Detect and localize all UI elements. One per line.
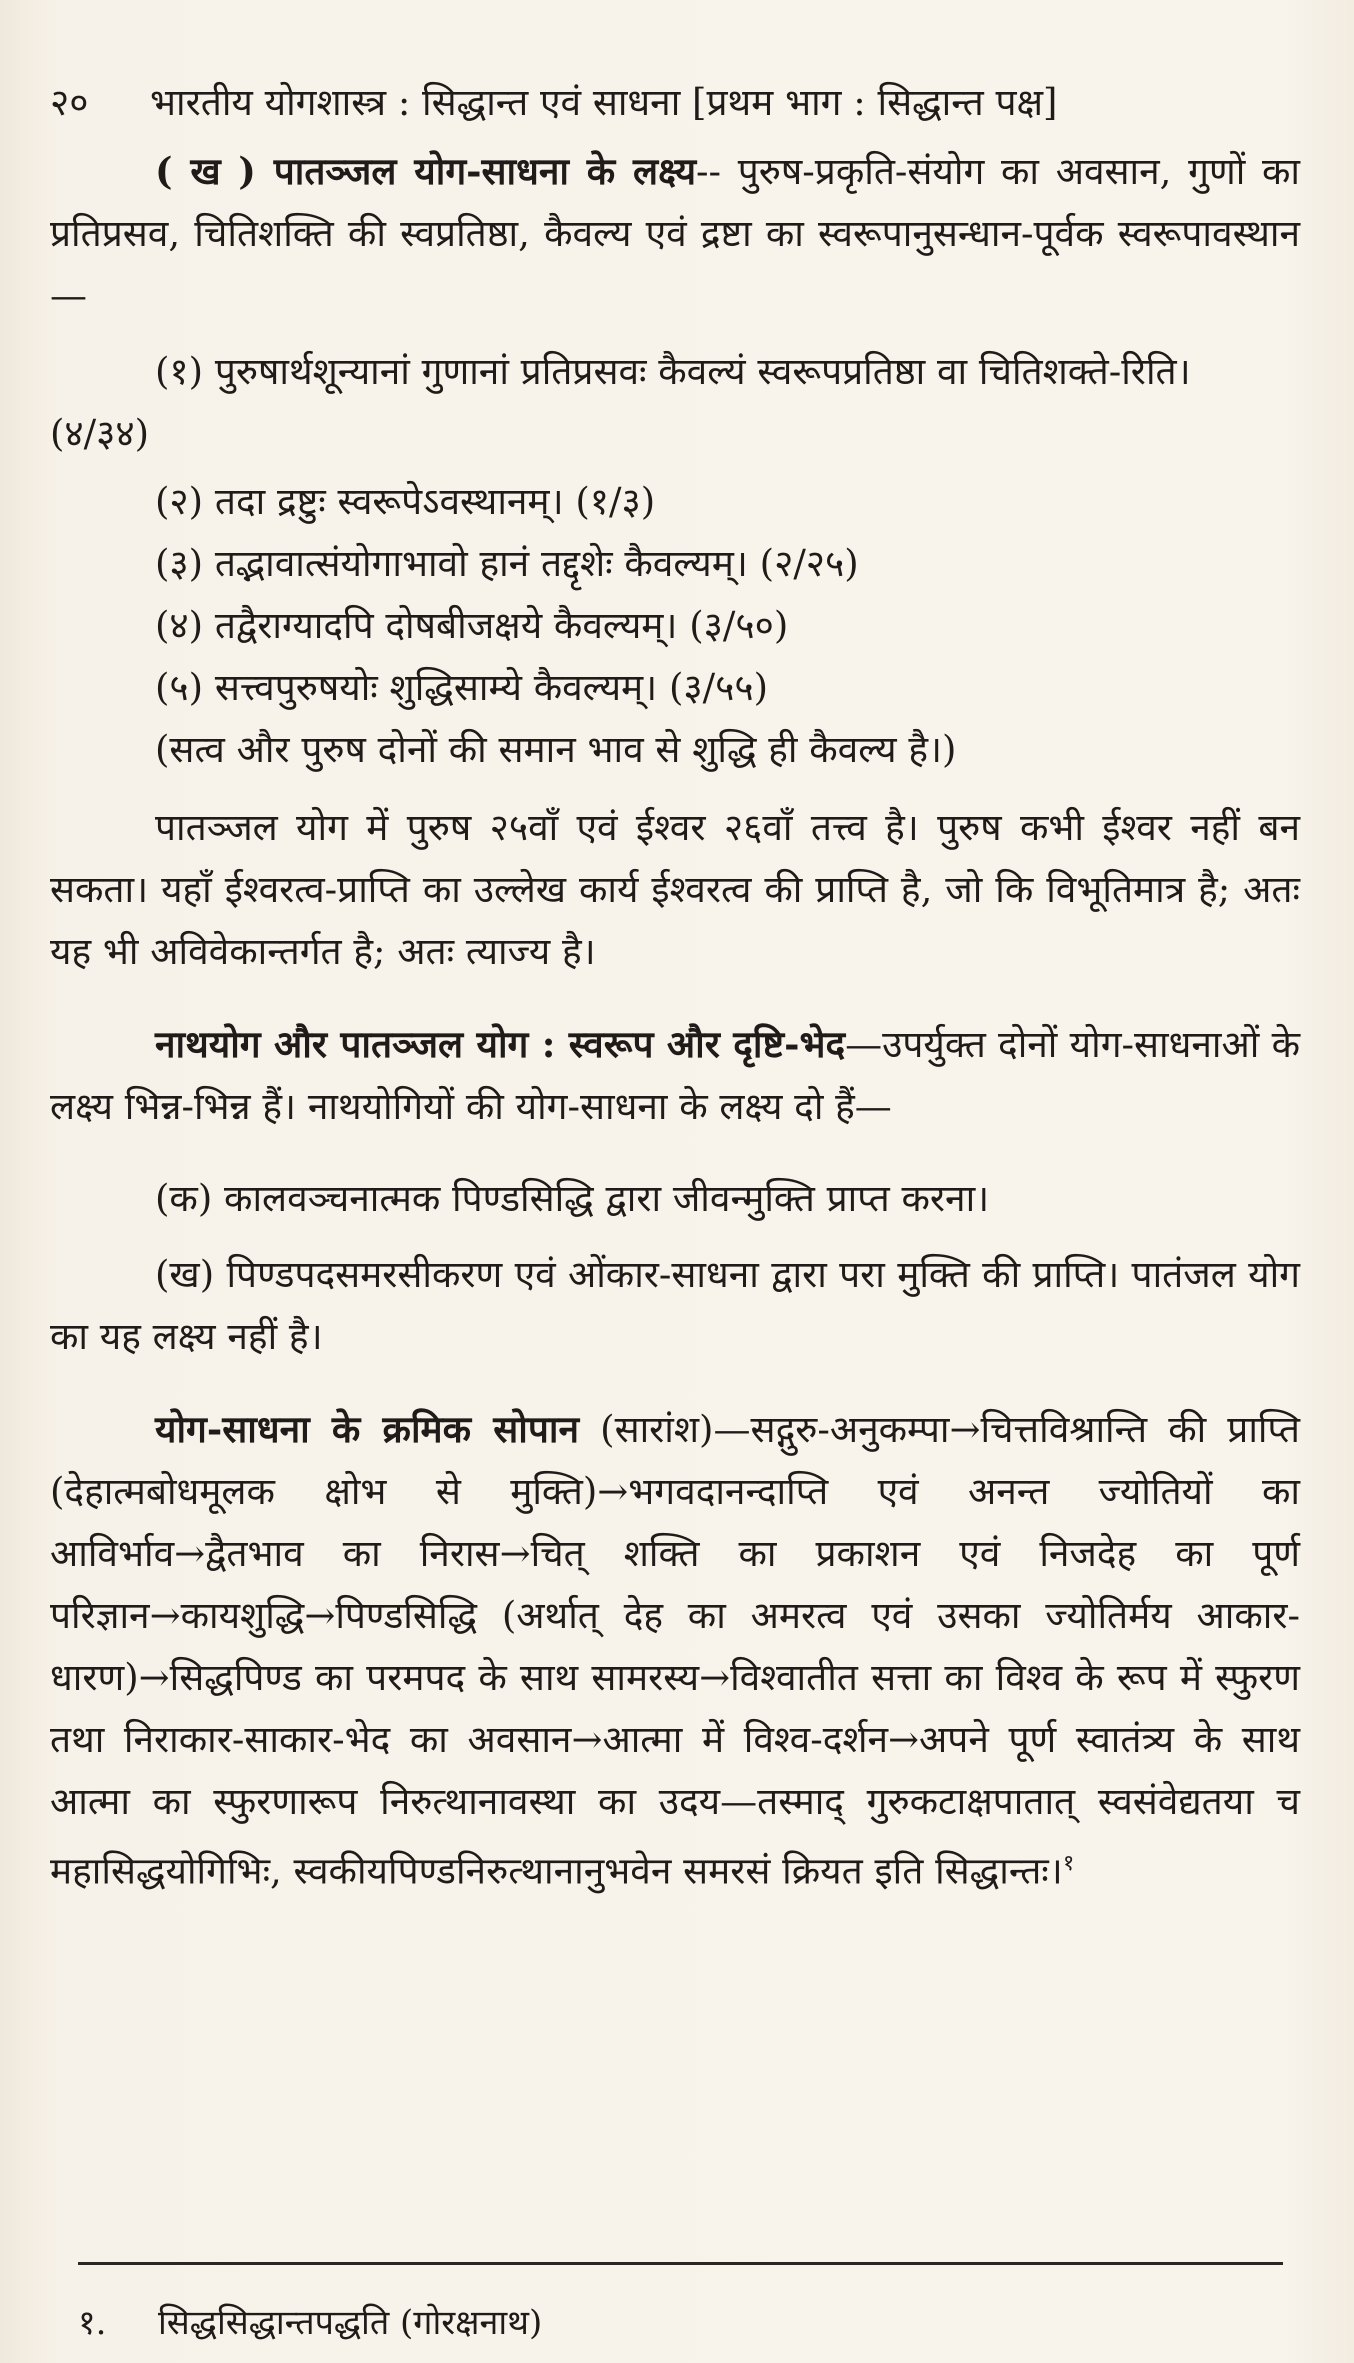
page-number: २० [50,81,89,124]
main-text [50,140,1300,1916]
goal-item: (क) कालवञ्चनात्मक पिण्डसिद्धि द्वारा जीवन्मुक्ति प्राप्त करना। [155,1177,990,1220]
sutra-item: (१) पुरुषार्थशून्यानां गुणानां प्रतिप्रसवः कैवल्यं स्वरूपप्रतिष्ठा वा चितिशक्ते-रिति। (४/३४) [50,350,1191,455]
paragraph-text: —उपर्युक्त दोनों योग-साधनाओं के लक्ष्य भिन्न-भिन्न हैं। नाथयोगियों की योग-साधना के लक्ष्य दो हैं— [50,1023,1300,1128]
footnote-marker: १ [1062,1851,1075,1876]
sutra-item: (५) सत्त्वपुरुषयोः शुद्धिसाम्ये कैवल्यम्। (३/५५) [155,666,769,709]
sutra-item: (२) तदा द्रष्टुः स्वरूपेऽवस्थानम्। (१/३) [155,480,656,523]
goal-item: (ख) पिण्डपदसमरसीकरण एवं ओंकार-साधना द्वारा परा मुक्ति की प्राप्ति। पातंजल योग का यह लक्ष्य नहीं है। [50,1253,1300,1358]
paragraph-sequential-steps [50,1398,1300,1902]
sutra-item: (३) तद्भावात्संयोगाभावो हानं तद्दृशेः कैवल्यम्। (२/२५) [155,542,859,585]
sutra-item: (४) तद्वैराग्यादपि दोषबीजक्षये कैवल्यम्। (३/५०) [155,604,789,647]
footnote-divider [78,2262,1283,2265]
footnote-text: सिद्धसिद्धान्तपद्धति (गोरक्षनाथ) [158,2303,543,2343]
running-title: भारतीय योगशास्त्र : सिद्धान्त एवं साधना [प्रथम भाग : सिद्धान्त पक्ष] [150,81,1058,124]
paragraph-text: (सारांश)—सद्गुरु-अनुकम्पा→चित्तविश्रान्ति की प्राप्ति (देहात्मबोधमूलक क्षोभ से मुक्ति)→भगवदानन्दाप्ति एवं अनन्त ज्योतियों का आविर्भाव→द्वैतभाव का निरास→चित् शक्ति का प्रकाशन एवं निजदेह का पूर्ण परिज्ञान→कायशुद्धि→पिण्डसिद्धि (अर्थात् देह का अमरत्व एवं उसका ज्योतिर्मय आकार-धारण)→सिद्धपिण्ड का परमपद के साथ सामरस्य→विश्वातीत सत्ता का विश्व के रूप में स्फुरण तथा निराकार-साकार-भेद का अवसान→आत्मा में विश्व-दर्शन→अपने पूर्ण स्वातंत्र्य के साथ आत्मा का स्फुरणारूप निरुत्थानावस्था का उदय—तस्माद् गुरुकटाक्षपातात् स्वसंवेद्यतया च महासिद्धयोगिभिः, स्वकीयपिण्डनिरुत्थानानुभवेन समरसं क्रियत इति सिद्धान्तः। [50,1408,1301,1893]
paragraph-nathayoga [50,1013,1300,1138]
running-header [50,78,1280,128]
paragraph-ishvara: पातञ्जल योग में पुरुष २५वाँ एवं ईश्वर २६वाँ तत्त्व है। पुरुष कभी ईश्वर नहीं बन सकता। यहाँ ईश्वरत्व-प्राप्ति का उल्लेख कार्य ईश्वरत्व की प्राप्ति है, जो कि विभूतिमात्र है; अतः यह भी अविवेकान्तर्गत है; अतः त्याज्य है। [50,806,1300,973]
sutra-translation: (सत्व और पुरुष दोनों की समान भाव से शुद्धि ही कैवल्य है।) [155,728,957,771]
section-heading-patanjala-goals: ( ख ) पातञ्जल योग-साधना के लक्ष्य [155,149,697,193]
section-heading-sequential-steps: योग-साधना के क्रमिक सोपान [155,1407,580,1451]
paragraph-patanjala-goals [50,140,1300,327]
section-heading-nathayoga: नाथयोग और पातञ्जल योग : स्वरूप और दृष्टि-भेद [155,1022,846,1066]
footnote-number: १. [78,2303,107,2343]
footnote [78,2300,542,2346]
paragraph-text: -- पुरुष-प्रकृति-संयोग का अवसान, गुणों का प्रतिप्रसव, चितिशक्ति की स्वप्रतिष्ठा, कैवल्य एवं द्रष्टा का स्वरूपानुसन्धान-पूर्वक स्वरूपावस्थान— [50,150,1300,317]
